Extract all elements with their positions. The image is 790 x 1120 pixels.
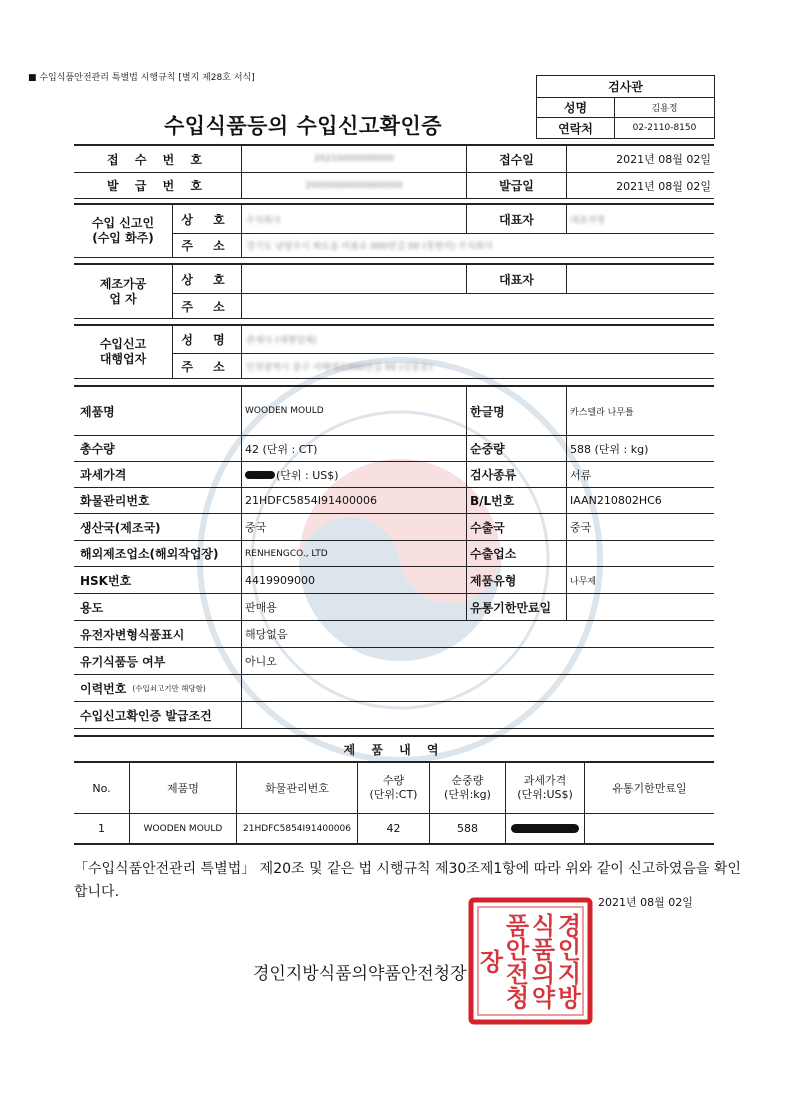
seal-text: 경인지방식품의약품안전청장 xyxy=(475,913,582,1009)
receipt-date-label: 접수일 xyxy=(499,152,534,167)
exporter-label: 수출업소 xyxy=(470,547,517,561)
trace-number-title: 이력번호 xyxy=(80,681,127,696)
trace-number-note: (수입쇠고기만 해당함) xyxy=(132,683,206,693)
inspector-contact-label: 연락처 xyxy=(537,118,615,138)
receipt-number-label: 접 수 번 호 xyxy=(107,152,208,167)
tax-price-label: 과세가격 xyxy=(80,468,127,482)
statement-date: 2021년 08월 02일 xyxy=(598,896,693,909)
issue-number-label: 발 급 번 호 xyxy=(107,179,208,193)
issue-number-value: 20000000000000000 xyxy=(305,180,403,191)
product-name-label: 제품명 xyxy=(80,404,115,419)
tax-price-value: (단위 : US$) xyxy=(245,462,465,487)
manufacturer-rep-label: 대표자 xyxy=(499,272,534,287)
agent-addr-label: 주 소 xyxy=(181,359,233,374)
product-kname-value: 카스텔라 나무틀 xyxy=(570,407,634,418)
qty-label: 총수량 xyxy=(80,442,115,456)
inspector-contact-value: 02-2110-8150 xyxy=(632,123,697,133)
bl-number-label: B/L번호 xyxy=(470,494,515,508)
items-header-no: No. xyxy=(92,781,111,795)
net-weight-label: 순중량 xyxy=(470,442,505,456)
items-header-net: 순중량 (단위:kg) xyxy=(444,774,491,801)
confirmation-statement: 「수입식품안전관리 특별법」 제20조 및 같은 법 시행규칙 제30조제1항에 따라 위와 같이 신고하였음을 확인합니다. xyxy=(74,861,741,900)
overseas-manufacturer-value: RENHENGCO., LTD xyxy=(245,548,328,559)
redaction-mark xyxy=(511,824,579,833)
manufacturer-label: 제조가공 업 자 xyxy=(99,276,147,306)
document-title: 수입식품등의 수입신고확인증 xyxy=(164,114,443,138)
use-value: 판매용 xyxy=(245,601,277,614)
inspector-name-value: 김용정 xyxy=(615,98,714,118)
items-header-name: 제품명 xyxy=(167,782,199,795)
origin-label: 생산국(제조국) xyxy=(80,520,161,535)
trace-number-label xyxy=(80,675,240,701)
table-row-qty: 42 xyxy=(386,822,401,835)
organic-label: 유기식품등 여부 xyxy=(80,654,166,669)
cargo-number-value: 21HDFC5854I91400006 xyxy=(245,494,377,507)
inspection-type-label: 검사종류 xyxy=(470,468,517,482)
agent-name-value: 관세사 (대행업체) xyxy=(246,336,317,346)
inspector-box xyxy=(536,75,715,139)
expiry-label: 유통기한만료일 xyxy=(470,600,552,615)
importer-rep-value: 대표자명 xyxy=(570,215,605,226)
receipt-number-value: 20210000000000 xyxy=(313,154,395,164)
issuer-name: 경인지방식품의약품안전청장 xyxy=(253,964,467,984)
issue-date-label: 발급일 xyxy=(499,179,534,193)
agent-addr-value: 인천광역시 중구 서해대로000번길 00 (신흥동) xyxy=(246,362,433,373)
items-header-tax: 과세가격 (단위:US$) xyxy=(517,774,573,801)
qty-value: 42 (단위 : CT) xyxy=(245,442,318,456)
importer-name-label: 상 호 xyxy=(181,212,233,227)
hsk-value: 4419909000 xyxy=(245,573,315,587)
form-reference: ■ 수입식품안전관리 특별법 시행규칙 [별지 제28호 서식] xyxy=(28,73,255,83)
agent-label: 수입신고 대행업자 xyxy=(99,337,147,366)
use-label: 용도 xyxy=(80,600,104,615)
table-row-cargo: 21HDFC5854I91400006 xyxy=(243,823,351,834)
importer-name-value: 주식회사 xyxy=(246,215,281,226)
gmo-label: 유전자변형식품표시 xyxy=(80,627,185,642)
product-type-value: 나무제 xyxy=(570,576,597,587)
table-row-name: WOODEN MOULD xyxy=(143,823,223,834)
product-kname-label: 한글명 xyxy=(470,404,505,419)
table-row-no: 1 xyxy=(98,822,105,835)
table-row-net: 588 xyxy=(457,822,478,835)
issue-condition-label: 수입신고확인증 발급조건 xyxy=(80,708,212,723)
gmo-value: 해당없음 xyxy=(245,628,288,641)
manufacturer-addr-label: 주 소 xyxy=(181,299,233,314)
items-title: 제 품 내 역 xyxy=(343,742,445,757)
items-header-qty: 수량 (단위:CT) xyxy=(369,774,418,801)
inspector-name-label: 성명 xyxy=(537,98,615,118)
export-country-label: 수출국 xyxy=(470,520,505,535)
table-row-tax xyxy=(506,814,584,843)
agent-name-label: 성 명 xyxy=(181,333,233,347)
issue-date-value: 2021년 08월 02일 xyxy=(616,179,711,193)
inspection-type-value: 서류 xyxy=(570,468,592,482)
importer-addr-label: 주 소 xyxy=(181,239,233,253)
official-seal xyxy=(468,897,593,1025)
items-header-expiry: 유통기한만료일 xyxy=(612,782,687,795)
product-type-label: 제품유형 xyxy=(470,573,517,588)
hsk-label: HSK번호 xyxy=(80,573,132,588)
importer-rep-label: 대표자 xyxy=(499,212,534,227)
bl-number-value: IAAN210802HC6 xyxy=(570,494,662,507)
organic-value: 아니오 xyxy=(245,655,277,668)
cargo-number-label: 화물관리번호 xyxy=(80,494,150,508)
manufacturer-name-label: 상 호 xyxy=(181,272,233,287)
origin-value: 중국 xyxy=(245,521,267,534)
inspector-heading: 검사관 xyxy=(537,76,714,98)
net-weight-value: 588 (단위 : kg) xyxy=(570,442,649,456)
receipt-date-value: 2021년 08월 02일 xyxy=(616,153,711,166)
importer-label: 수입 신고인 (수입 화주) xyxy=(91,216,155,245)
product-name-value: WOODEN MOULD xyxy=(245,406,324,416)
export-country-value: 중국 xyxy=(570,521,592,534)
overseas-manufacturer-label: 해외제조업소(해외작업장) xyxy=(80,547,219,561)
items-header-cargo: 화물관리번호 xyxy=(265,782,329,795)
importer-addr-value: 경기도 남양주시 화도읍 비룡로 000번길 00 (창현리) 주식회사 xyxy=(246,242,493,252)
